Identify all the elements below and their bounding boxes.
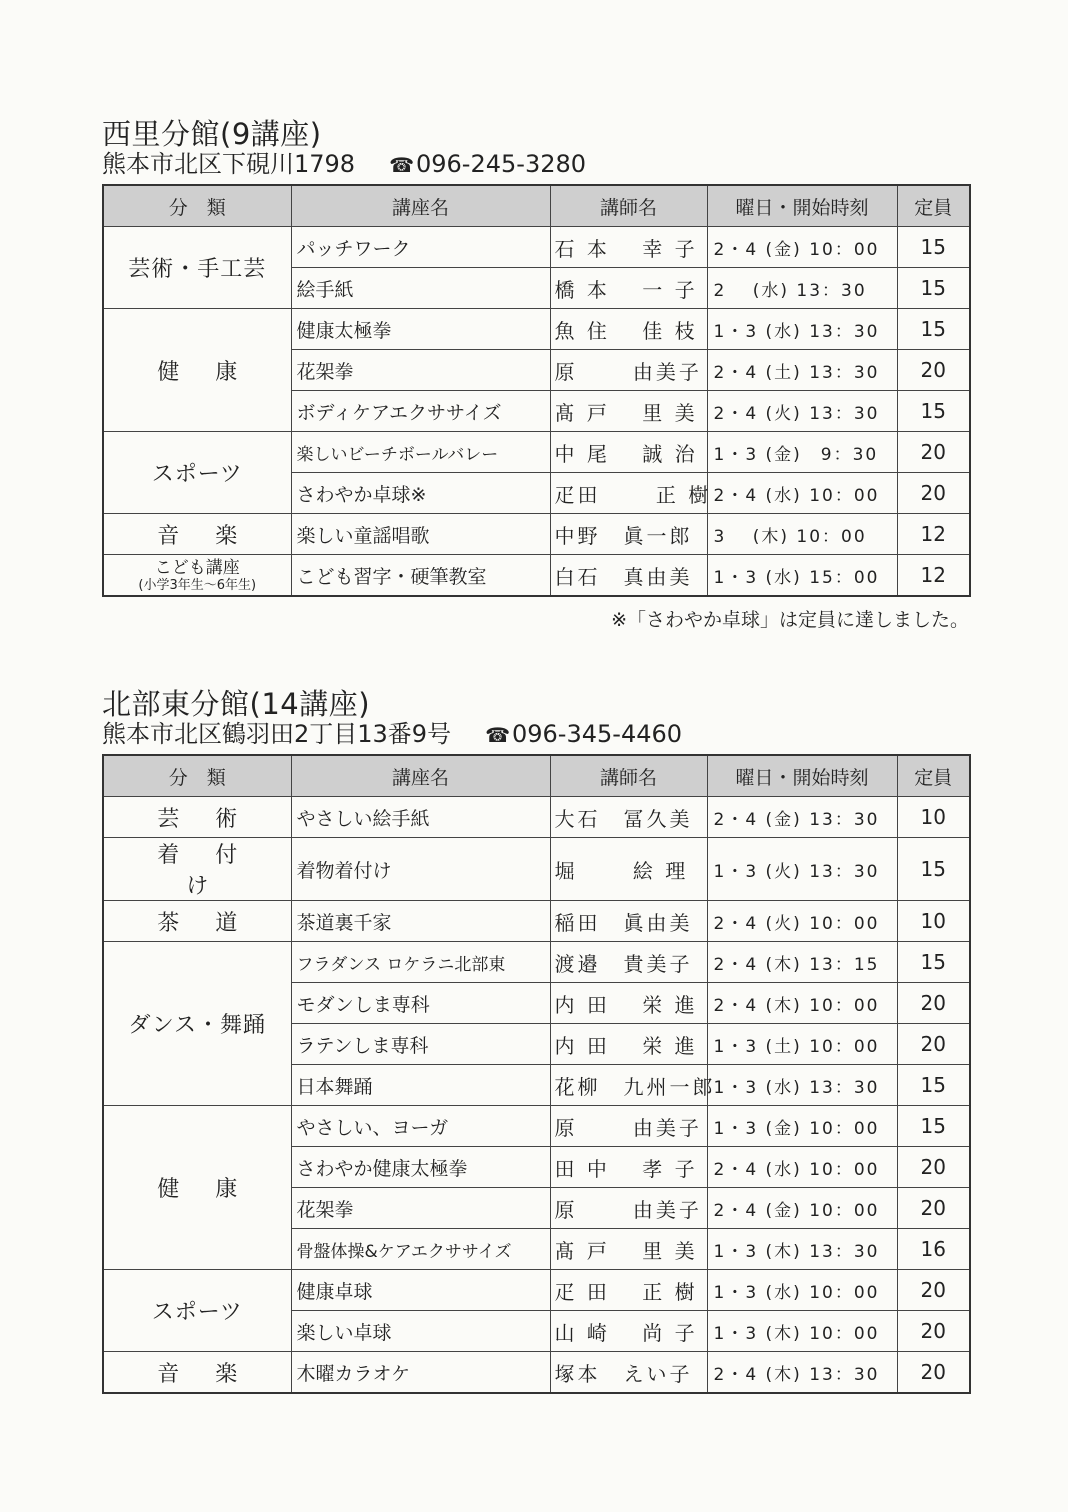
schedule-cell: 2・4 (木) 13：30	[707, 1352, 897, 1394]
instructor-cell: 魚 住 佳 枝	[550, 309, 707, 350]
instructor-cell: 橋 本 一 子	[550, 268, 707, 309]
instructor-cell: 中 尾 誠 治	[550, 432, 707, 473]
course-cell: 絵手紙	[291, 268, 550, 309]
address: 熊本市北区鶴羽田2丁目13番9号	[102, 720, 452, 748]
category-cell: ダンス・舞踊	[103, 942, 291, 1106]
table-row	[103, 309, 970, 350]
course-table	[102, 184, 971, 597]
phone	[389, 150, 586, 178]
capacity-cell: 12	[897, 555, 970, 597]
instructor-cell: 原 由美子	[550, 350, 707, 391]
table-header	[103, 185, 970, 227]
course-table	[102, 754, 971, 1394]
column-header: 定員	[897, 755, 970, 797]
schedule-cell: 1・3 (水) 13：30	[707, 309, 897, 350]
phone-icon: ☎	[485, 723, 510, 747]
phone-number: 096-345-4460	[512, 720, 683, 748]
course-cell: こども習字・硬筆教室	[291, 555, 550, 597]
capacity-cell: 20	[897, 1024, 970, 1065]
instructor-cell: 堀 絵 理	[550, 838, 707, 901]
instructor-cell: 髙 戸 里 美	[550, 391, 707, 432]
address-line	[102, 720, 969, 749]
course-cell: 花架拳	[291, 350, 550, 391]
table-row	[103, 432, 970, 473]
course-cell: さわやか健康太極拳	[291, 1147, 550, 1188]
table-row	[103, 942, 970, 983]
table-row	[103, 901, 970, 942]
category-cell: スポーツ	[103, 1270, 291, 1352]
table-row	[103, 514, 970, 555]
category-cell: 音楽	[103, 514, 291, 555]
schedule-cell: 3 (木) 10：00	[707, 514, 897, 555]
capacity-cell: 20	[897, 350, 970, 391]
schedule-cell: 2・4 (水) 10：00	[707, 1147, 897, 1188]
section-title: 西里分館(9講座)	[102, 117, 322, 151]
instructor-cell: 田 中 孝 子	[550, 1147, 707, 1188]
table-row	[103, 797, 970, 838]
schedule-cell: 1・3 (金) 9：30	[707, 432, 897, 473]
capacity-cell: 15	[897, 942, 970, 983]
instructor-cell: 髙 戸 里 美	[550, 1229, 707, 1270]
column-header: 講座名	[291, 755, 550, 797]
course-cell: モダンしま専科	[291, 983, 550, 1024]
section-hokubu-higashi	[102, 688, 969, 1394]
schedule-cell: 1・3 (水) 15：00	[707, 555, 897, 597]
capacity-cell: 16	[897, 1229, 970, 1270]
course-cell: 茶道裏千家	[291, 901, 550, 942]
column-header: 講座名	[291, 185, 550, 227]
section-title: 北部東分館(14講座)	[102, 687, 371, 721]
column-header: 曜日・開始時刻	[707, 755, 897, 797]
capacity-cell: 20	[897, 1311, 970, 1352]
course-cell: フラダンス ロケラニ北部東	[291, 942, 550, 983]
capacity-cell: 20	[897, 432, 970, 473]
note: ※「さわやか卓球」は定員に達しました。	[611, 609, 969, 631]
category-cell: 茶道	[103, 901, 291, 942]
course-cell: 健康卓球	[291, 1270, 550, 1311]
course-cell: 着物着付け	[291, 838, 550, 901]
category-label: こども講座	[154, 557, 240, 578]
instructor-cell: 塚本 えい子	[550, 1352, 707, 1394]
capacity-cell: 10	[897, 797, 970, 838]
table-row	[103, 555, 970, 597]
instructor-cell: 内 田 栄 進	[550, 1024, 707, 1065]
category-cell: 芸術	[103, 797, 291, 838]
capacity-cell: 15	[897, 1106, 970, 1147]
phone-number: 096-245-3280	[416, 150, 587, 178]
table-row	[103, 1106, 970, 1147]
category-cell	[103, 555, 291, 597]
course-cell: 楽しい卓球	[291, 1311, 550, 1352]
phone	[485, 720, 682, 748]
schedule-cell: 1・3 (水) 13：30	[707, 1065, 897, 1106]
course-cell: ラテンしま専科	[291, 1024, 550, 1065]
instructor-cell: 稲田 眞由美	[550, 901, 707, 942]
course-cell: 花架拳	[291, 1188, 550, 1229]
category-cell: 芸術・手工芸	[103, 227, 291, 309]
category-cell: 健康	[103, 309, 291, 432]
schedule-cell: 2 (水) 13：30	[707, 268, 897, 309]
instructor-cell: 疋 田 正 樹	[550, 1270, 707, 1311]
schedule-cell: 1・3 (金) 10：00	[707, 1106, 897, 1147]
capacity-cell: 10	[897, 901, 970, 942]
schedule-cell: 1・3 (木) 13：30	[707, 1229, 897, 1270]
course-cell: 楽しい童謡唱歌	[291, 514, 550, 555]
capacity-cell: 20	[897, 1270, 970, 1311]
instructor-cell: 原 由美子	[550, 1106, 707, 1147]
course-cell: さわやか卓球※	[291, 473, 550, 514]
schedule-cell: 2・4 (金) 10：00	[707, 1188, 897, 1229]
instructor-cell: 疋田 正 樹	[550, 473, 707, 514]
instructor-cell: 白石 真由美	[550, 555, 707, 597]
capacity-cell: 15	[897, 391, 970, 432]
capacity-cell: 20	[897, 983, 970, 1024]
capacity-cell: 15	[897, 268, 970, 309]
category-sublabel: (小学3年生～6年生)	[138, 577, 257, 593]
address-line	[102, 150, 969, 179]
capacity-cell: 12	[897, 514, 970, 555]
table-row	[103, 1352, 970, 1394]
schedule-cell: 2・4 (金) 13：30	[707, 797, 897, 838]
schedule-cell: 2・4 (火) 13：30	[707, 391, 897, 432]
capacity-cell: 20	[897, 1352, 970, 1394]
course-cell: やさしい絵手紙	[291, 797, 550, 838]
schedule-cell: 2・4 (木) 10：00	[707, 983, 897, 1024]
instructor-cell: 大石 冨久美	[550, 797, 707, 838]
course-cell: 木曜カラオケ	[291, 1352, 550, 1394]
category-cell: 着付け	[103, 838, 291, 901]
column-header: 分 類	[103, 185, 291, 227]
section-nishizato	[102, 118, 969, 632]
column-header: 講師名	[550, 755, 707, 797]
column-header: 曜日・開始時刻	[707, 185, 897, 227]
course-cell: 楽しいビーチボールバレー	[291, 432, 550, 473]
category-cell: 健康	[103, 1106, 291, 1270]
schedule-cell: 2・4 (金) 10：00	[707, 227, 897, 268]
instructor-cell: 石 本 幸 子	[550, 227, 707, 268]
capacity-cell: 20	[897, 1188, 970, 1229]
address: 熊本市北区下硯川1798	[102, 150, 356, 178]
schedule-cell: 1・3 (火) 13：30	[707, 838, 897, 901]
capacity-cell: 20	[897, 1147, 970, 1188]
instructor-cell: 内 田 栄 進	[550, 983, 707, 1024]
table-header	[103, 755, 970, 797]
schedule-cell: 1・3 (木) 10：00	[707, 1311, 897, 1352]
schedule-cell: 1・3 (水) 10：00	[707, 1270, 897, 1311]
course-cell: やさしい、ヨーガ	[291, 1106, 550, 1147]
phone-icon: ☎	[389, 153, 414, 177]
capacity-cell: 15	[897, 227, 970, 268]
course-cell: 健康太極拳	[291, 309, 550, 350]
instructor-cell: 原 由美子	[550, 1188, 707, 1229]
course-cell: ボディケアエクササイズ	[291, 391, 550, 432]
schedule-cell: 2・4 (土) 13：30	[707, 350, 897, 391]
instructor-cell: 山 崎 尚 子	[550, 1311, 707, 1352]
category-cell: 音楽	[103, 1352, 291, 1394]
course-cell: 骨盤体操&ケアエクササイズ	[291, 1229, 550, 1270]
table-row	[103, 227, 970, 268]
instructor-cell: 花柳 九州一郎	[550, 1065, 707, 1106]
course-cell: パッチワーク	[291, 227, 550, 268]
capacity-cell: 15	[897, 838, 970, 901]
capacity-cell: 15	[897, 309, 970, 350]
table-row	[103, 838, 970, 901]
schedule-cell: 2・4 (火) 10：00	[707, 901, 897, 942]
category-cell: スポーツ	[103, 432, 291, 514]
schedule-cell: 1・3 (土) 10：00	[707, 1024, 897, 1065]
schedule-cell: 2・4 (水) 10：00	[707, 473, 897, 514]
column-header: 講師名	[550, 185, 707, 227]
capacity-cell: 15	[897, 1065, 970, 1106]
table-row	[103, 1270, 970, 1311]
instructor-cell: 渡邉 貴美子	[550, 942, 707, 983]
instructor-cell: 中野 眞一郎	[550, 514, 707, 555]
course-cell: 日本舞踊	[291, 1065, 550, 1106]
schedule-cell: 2・4 (木) 13：15	[707, 942, 897, 983]
column-header: 定員	[897, 185, 970, 227]
column-header: 分 類	[103, 755, 291, 797]
capacity-cell: 20	[897, 473, 970, 514]
